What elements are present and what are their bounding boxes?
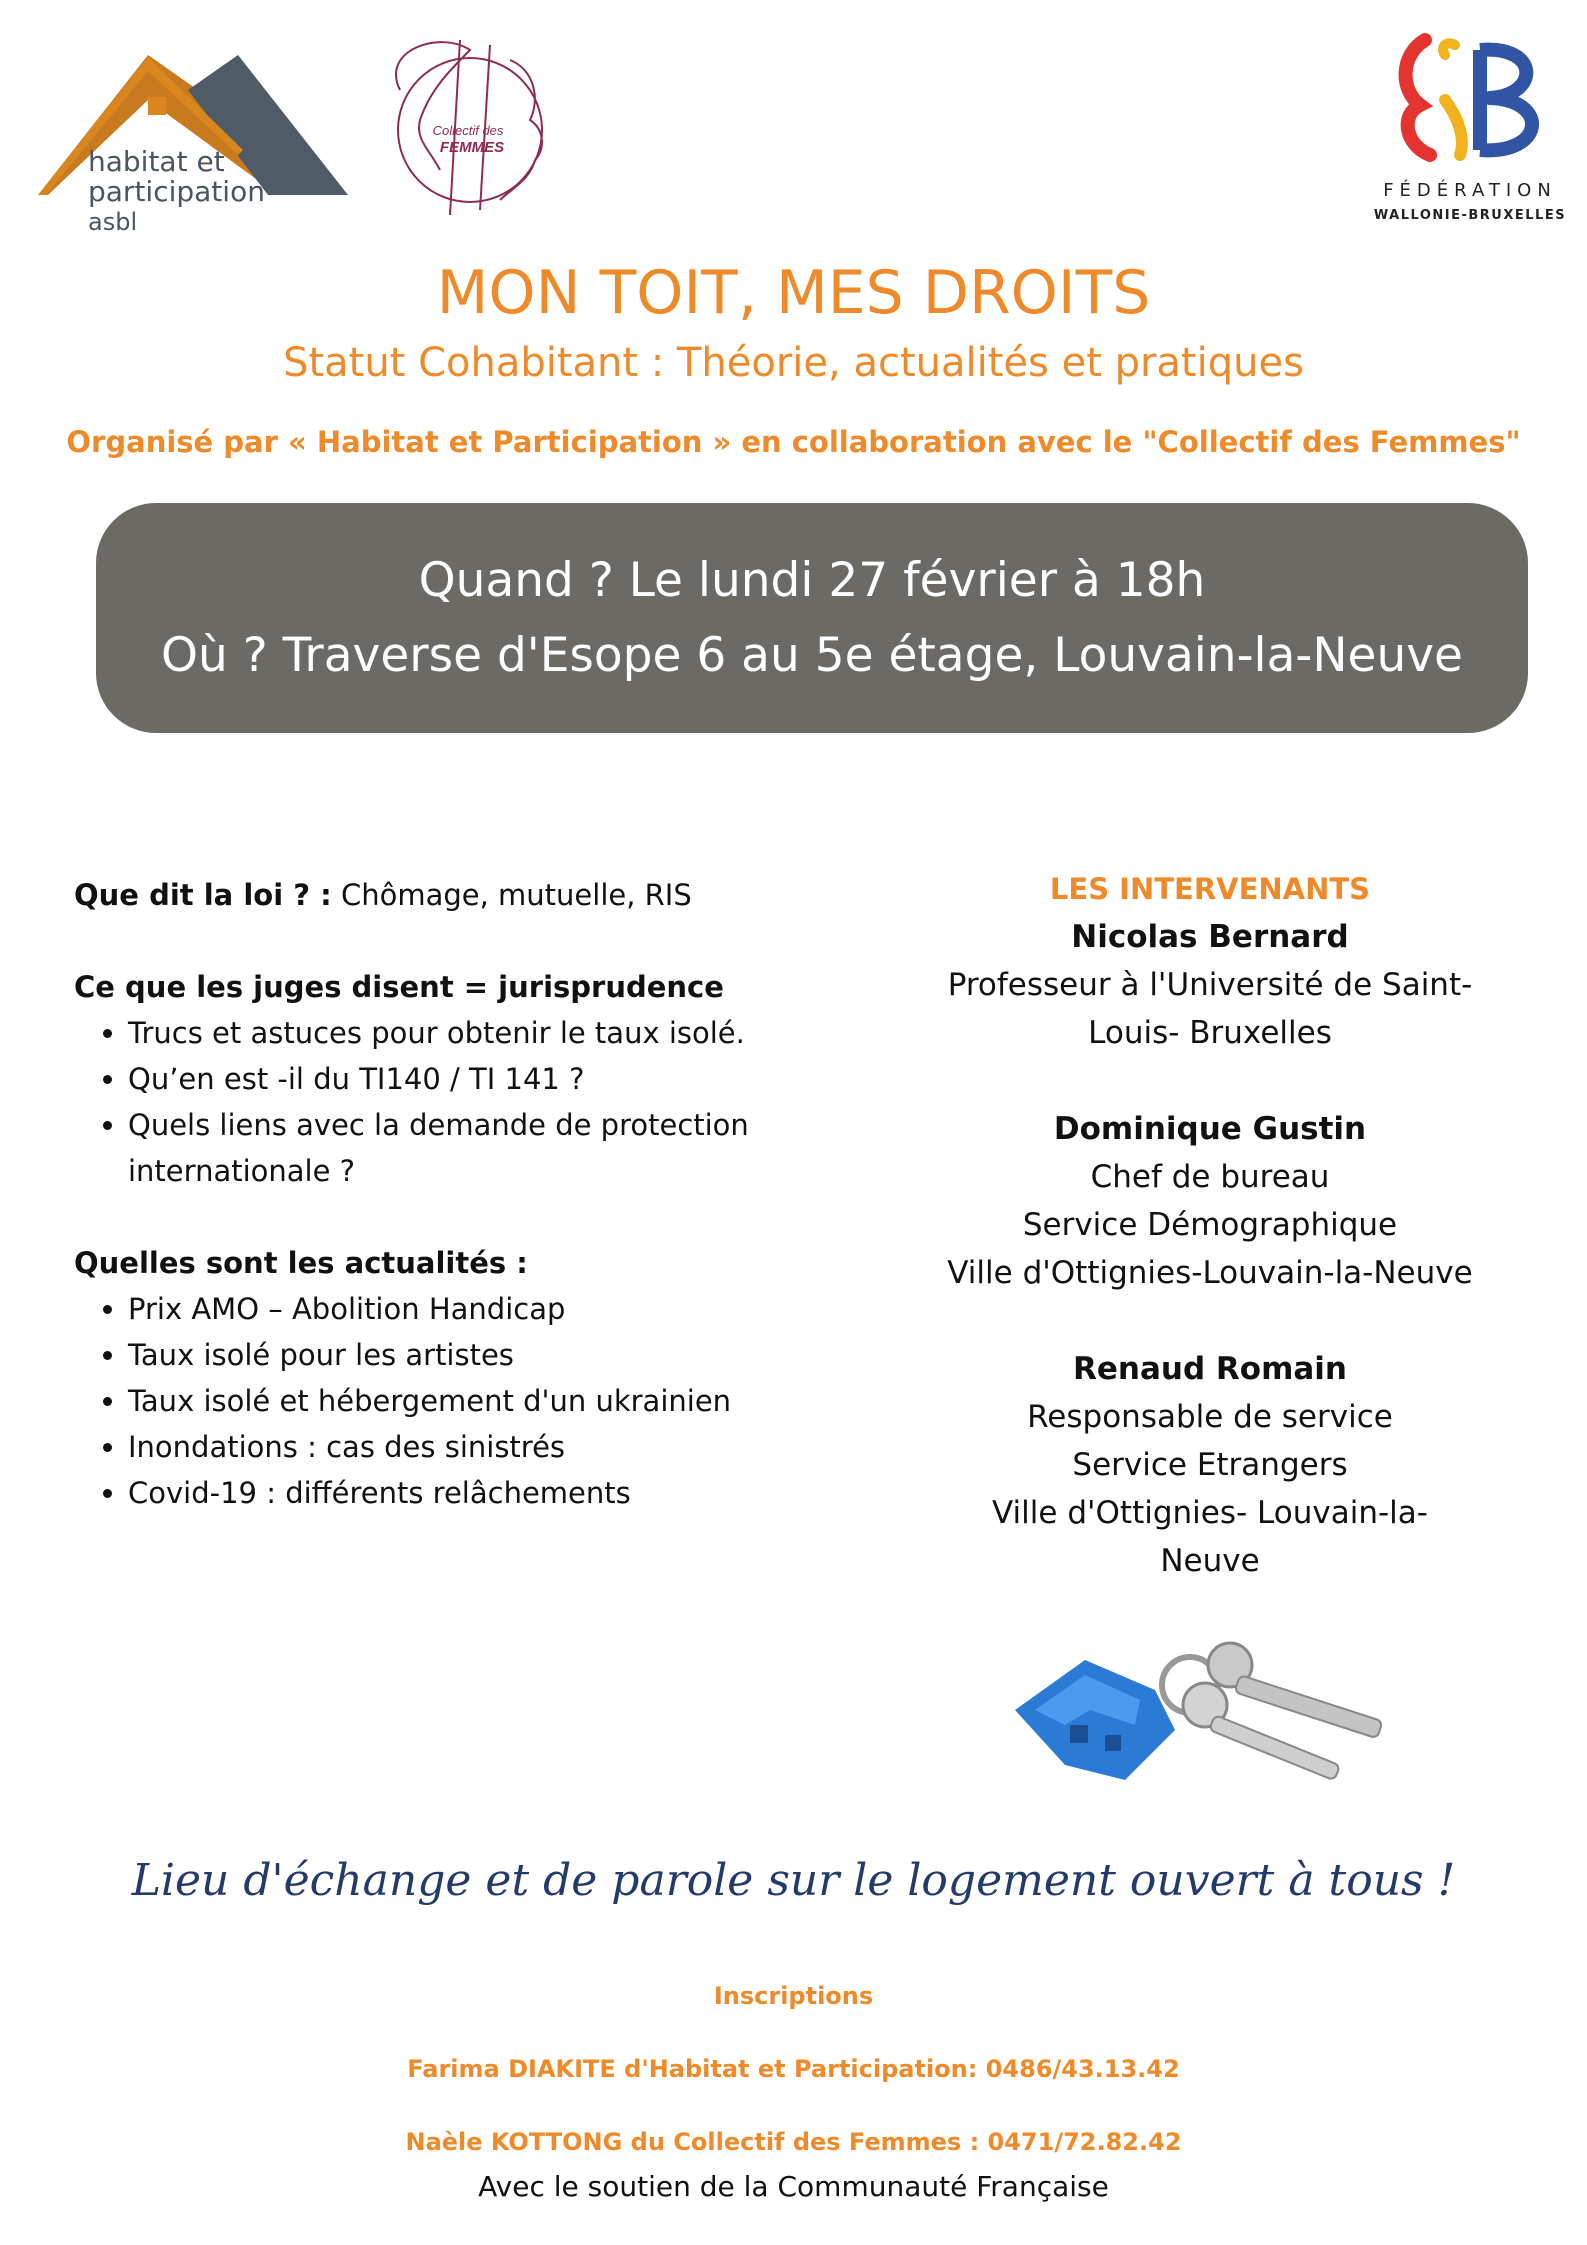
support-line: Avec le soutien de la Communauté Française bbox=[478, 2170, 1109, 2203]
fwb-emblem-icon bbox=[1370, 20, 1570, 170]
list-item: • Inondations : cas des sinistrés bbox=[128, 1424, 854, 1470]
law-label: Que dit la loi ? : bbox=[74, 878, 332, 912]
habitat-participation-logo bbox=[38, 45, 348, 245]
cdf-logo-line1: Collectif des bbox=[432, 123, 504, 138]
list-item: • Quels liens avec la demande de protection internationale ? bbox=[128, 1102, 854, 1194]
speaker-2-line1: Chef de bureau bbox=[1090, 1159, 1330, 1195]
house-keychain-icon bbox=[1005, 1630, 1405, 1785]
event-where: Où ? Traverse d'Esope 6 au 5e étage, Louvain-la-Neuve bbox=[161, 628, 1463, 683]
list-item: • Trucs et astuces pour obtenir le taux isolé. bbox=[128, 1010, 854, 1056]
speaker-1-name: Nicolas Bernard bbox=[1071, 919, 1349, 955]
women-profiles-icon bbox=[360, 30, 580, 225]
event-when: Quand ? Le lundi 27 février à 18h bbox=[418, 553, 1206, 608]
inscriptions-heading: Inscriptions bbox=[713, 1982, 874, 2010]
list-item: • Covid-19 : différents relâchements bbox=[128, 1470, 854, 1516]
law-text: Chômage, mutuelle, RIS bbox=[331, 878, 692, 912]
speaker-2-line3: Ville d'Ottignies-Louvain-la-Neuve bbox=[947, 1255, 1473, 1291]
speaker-2-line2: Service Démographique bbox=[1022, 1207, 1398, 1243]
law-line bbox=[74, 872, 854, 918]
federation-wallonie-bruxelles-logo bbox=[1370, 20, 1570, 230]
judges-heading: Ce que les juges disent = jurisprudence bbox=[74, 970, 724, 1004]
fwb-caption-1: FÉDÉRATION bbox=[1383, 180, 1557, 201]
program-column bbox=[74, 872, 854, 1516]
speaker-1-line2: Louis- Bruxelles bbox=[1088, 1015, 1332, 1051]
speaker-3-line4: Neuve bbox=[1160, 1543, 1260, 1579]
speaker-3-name: Renaud Romain bbox=[1072, 1351, 1348, 1387]
list-item: • Taux isolé et hébergement d'un ukrainien bbox=[128, 1378, 854, 1424]
speakers-column bbox=[920, 865, 1500, 1585]
hp-logo-line1: habitat et bbox=[88, 145, 225, 178]
fwb-caption-2: WALLONIE-BRUXELLES bbox=[1373, 208, 1567, 223]
contact-1: Farima DIAKITE d'Habitat et Participation: 0486/43.13.42 bbox=[407, 2055, 1180, 2083]
news-list bbox=[74, 1286, 854, 1516]
page-subtitle: Statut Cohabitant : Théorie, actualités et pratiques bbox=[283, 340, 1304, 386]
cdf-logo-line2: FEMMES bbox=[439, 139, 505, 156]
speaker-3-line2: Service Etrangers bbox=[1072, 1447, 1348, 1483]
house-keys-image bbox=[1005, 1630, 1405, 1785]
speakers-heading: LES INTERVENANTS bbox=[1049, 872, 1371, 906]
hp-logo-line3: asbl bbox=[88, 208, 138, 236]
slogan: Lieu d'échange et de parole sur le logement ouvert à tous ! bbox=[131, 1855, 1456, 1906]
list-item: • Taux isolé pour les artistes bbox=[128, 1332, 854, 1378]
list-item: • Qu’en est -il du TI140 / TI 141 ? bbox=[128, 1056, 854, 1102]
page-title: MON TOIT, MES DROITS bbox=[436, 258, 1151, 328]
news-heading: Quelles sont les actualités : bbox=[74, 1246, 528, 1280]
contact-2: Naèle KOTTONG du Collectif des Femmes : 0471/72.82.42 bbox=[405, 2128, 1182, 2156]
collectif-des-femmes-logo bbox=[360, 30, 580, 225]
speaker-1-line1: Professeur à l'Université de Saint- bbox=[947, 967, 1473, 1003]
list-item: • Prix AMO – Abolition Handicap bbox=[128, 1286, 854, 1332]
speaker-3-line3: Ville d'Ottignies- Louvain-la- bbox=[992, 1495, 1428, 1531]
speaker-2-name: Dominique Gustin bbox=[1053, 1111, 1367, 1147]
event-info-box bbox=[96, 503, 1528, 733]
speaker-3-line1: Responsable de service bbox=[1027, 1399, 1393, 1435]
organizers-line: Organisé par « Habitat et Participation » en collaboration avec le "Collectif des Femmes" bbox=[66, 425, 1521, 459]
judges-list bbox=[74, 1010, 854, 1194]
hp-logo-line2: participation bbox=[88, 175, 265, 208]
